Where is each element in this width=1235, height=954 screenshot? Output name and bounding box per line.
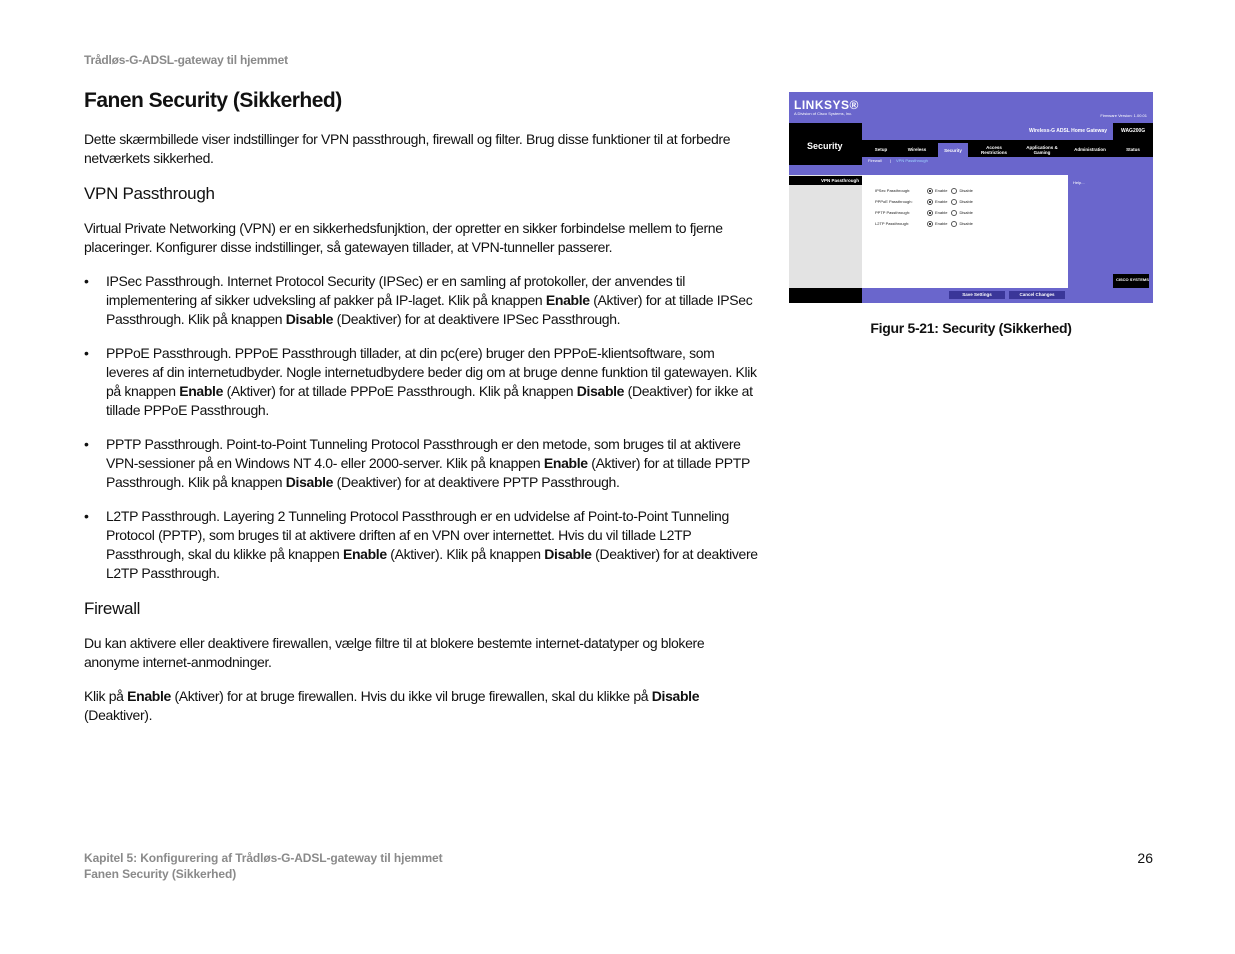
product-bar	[862, 123, 1153, 140]
ipsec-enable-radio[interactable]	[927, 188, 933, 194]
firewall-heading: Firewall	[84, 599, 141, 618]
ipsec-disable-radio[interactable]	[951, 188, 957, 194]
subtab-vpn-passthrough[interactable]: VPN Passthrough	[896, 158, 928, 163]
logo-subtitle: A Division of Cisco Systems, Inc.	[794, 111, 853, 116]
running-head: Trådløs-G-ADSL-gateway til hjemmet	[84, 53, 288, 67]
tab-access-restrictions[interactable]: Access Restrictions	[980, 145, 1007, 155]
footer	[84, 850, 443, 882]
firewall-paragraph-2: Klik på Enable (Aktiver) for at bruge firewallen. Hvis du ikke vil bruge firewallen, skal du klikke på Disable (Deaktiver).	[84, 688, 700, 723]
section-title: Security	[807, 141, 843, 151]
row-l2tp: L2TP Passthrough: Enable Disable	[875, 221, 973, 227]
l2tp-disable-radio[interactable]	[951, 221, 957, 227]
list-item-l2tp: • L2TP Passthrough. Layering 2 Tunneling Protocol Passthrough er en udvidelse af Point-to-Point Tunneling Protocol (PPTP), som bruges til at aktivere driften af en VPN over internettet. Hvis du vil tillade L2TP Passthrough, skal du klikke på knappen Enable (Aktiver). Klik på knappen Disable (Deaktiver) for at deaktivere L2TP Passthrough.	[84, 507, 760, 583]
pptp-enable-radio[interactable]	[927, 210, 933, 216]
tab-status[interactable]: Status	[1126, 147, 1140, 152]
sub-tabs	[862, 157, 1153, 165]
help-link[interactable]: Help...	[1073, 180, 1085, 185]
product-name: Wireless-G ADSL Home Gateway	[1028, 128, 1107, 134]
page-number: 26	[1137, 850, 1153, 866]
pptp-disable-radio[interactable]	[951, 210, 957, 216]
firmware-version: Firmware Version: 1.00.01	[1100, 113, 1147, 118]
figure-caption: Figur 5-21: Security (Sikkerhed)	[870, 320, 1072, 336]
tab-setup[interactable]: Setup	[874, 147, 888, 152]
firewall-paragraph-1: Du kan aktivere eller deaktivere firewallen, vælge filtre til at blokere bestemte internet-datatyper og blokere anonyme internet-anmodninger.	[84, 635, 705, 670]
vpn-intro: Virtual Private Networking (VPN) er en sikkerhedsfunjktion, der opretter en sikker forbindelse mellem to fjerne placeringer. Konfigurer disse indstillinger, så gatewayen tillader, at VPN-tunneller passerer.	[84, 220, 723, 255]
pppoe-disable-radio[interactable]	[951, 199, 957, 205]
main-tabs	[862, 143, 1153, 157]
content-panel	[862, 175, 1068, 288]
footer-section: Fanen Security (Sikkerhed)	[84, 867, 237, 881]
help-panel	[1068, 175, 1153, 288]
row-pptp: PPTP Passthrough: Enable Disable	[875, 210, 973, 216]
pppoe-enable-radio[interactable]	[927, 199, 933, 205]
main-column	[84, 88, 760, 740]
cancel-changes-button[interactable]: Cancel Changes	[1009, 291, 1065, 299]
tab-applications-gaming[interactable]: Applications & Gaming	[1026, 145, 1058, 155]
list-item-ipsec: • IPSec Passthrough. Internet Protocol Security (IPSec) er en samling af protokoller, der anvendes til implementering af sikker udveksling af pakker på IP-laget. Klik på knappen Enable (Aktiver) for at tillade IPSec Passthrough. Klik på knappen Disable (Deaktiver) for at deaktivere IPSec Passthrough.	[84, 272, 760, 329]
subtab-separator: |	[890, 158, 892, 163]
list-item-pptp: • PPTP Passthrough. Point-to-Point Tunneling Protocol Passthrough er den metode, som bruges til at aktivere VPN-sessioner på en Windows NT 4.0- eller 2000-server. Klik på knappen Enable (Aktiver) for at tillade PPTP Passthrough. Klik på knappen Disable (Deaktiver) for at deaktivere PPTP Passthrough.	[84, 435, 760, 492]
row-ipsec: IPSec Passthrough: Enable Disable	[875, 188, 973, 194]
vpn-heading: VPN Passthrough	[84, 184, 215, 203]
list-item-pppoe: • PPPoE Passthrough. PPPoE Passthrough tillader, at din pc(ere) bruger den PPPoE-klientsoftware, som leveres af din internetudbyder. Nogle internetudbydere beder dig om at bruge denne funktion til gatewayen. Klik på knappen Enable (Aktiver) for at tillade PPPoE Passthrough. Klik på knappen Disable (Deaktiver) for ikke at tillade PPPoE Passthrough.	[84, 344, 760, 420]
left-panel	[789, 175, 862, 288]
vpn-list	[84, 272, 760, 583]
tab-administration[interactable]: Administration	[1074, 147, 1106, 152]
l2tp-enable-radio[interactable]	[927, 221, 933, 227]
model-badge: WAG200G	[1113, 123, 1153, 140]
cisco-logo: CISCO SYSTEMS	[1113, 274, 1149, 288]
linksys-logo: LINKSYS®	[794, 98, 859, 112]
tab-wireless[interactable]: Wireless	[907, 147, 927, 152]
subtab-firewall[interactable]: Firewall	[868, 158, 882, 163]
intro-paragraph: Dette skærmbillede viser indstillinger for VPN passthrough, firewall og filter. Brug disse funktioner til at forbedre netværkets sikkerhed.	[84, 131, 731, 166]
row-pppoe: PPPoE Passthrough: Enable Disable	[875, 199, 973, 205]
page-title: Fanen Security (Sikkerhed)	[84, 89, 342, 112]
tab-security[interactable]: Security	[938, 143, 968, 157]
bottom-bar	[862, 288, 1153, 303]
save-settings-button[interactable]: Save Settings	[949, 291, 1005, 299]
security-screenshot-figure	[789, 92, 1153, 303]
left-panel-header: VPN Passthrough	[789, 176, 862, 185]
footer-chapter: Kapitel 5: Konfigurering af Trådløs-G-ADSL-gateway til hjemmet	[84, 851, 443, 865]
